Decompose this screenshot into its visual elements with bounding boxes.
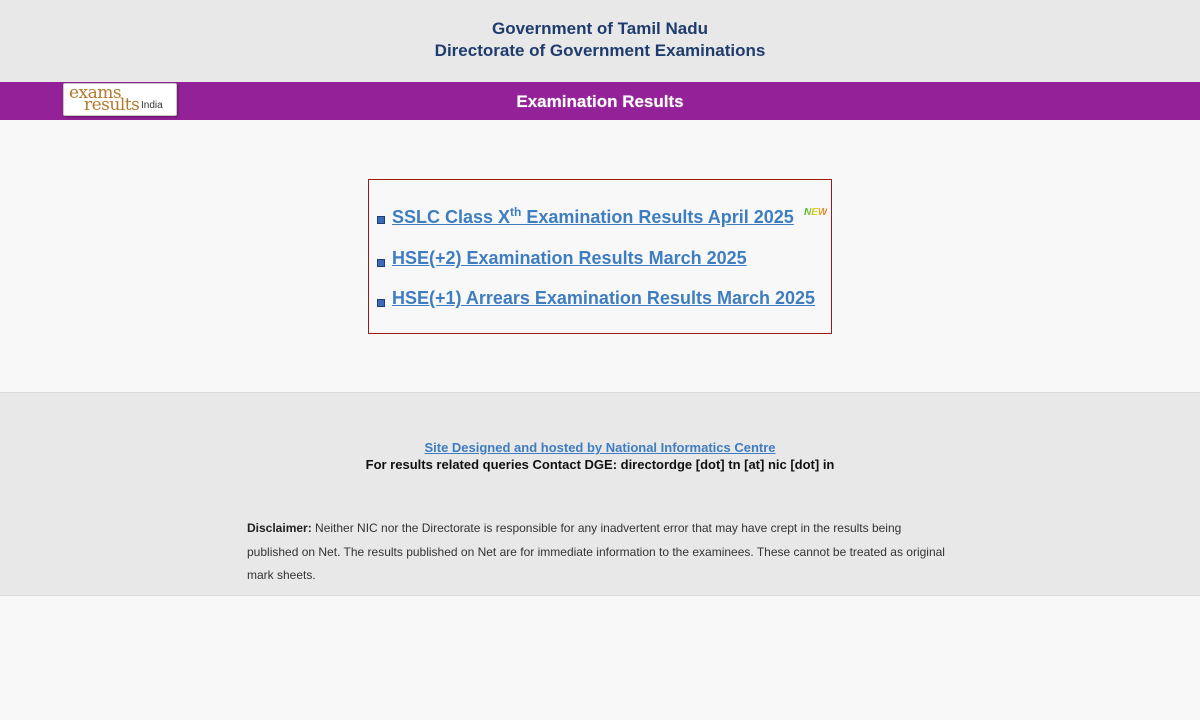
sslc-link-text: SSLC Class X xyxy=(392,207,511,227)
government-title: Government of Tamil Nadu xyxy=(492,19,708,38)
site-header xyxy=(0,0,1200,82)
sslc-results-link[interactable] xyxy=(392,205,794,228)
site-footer xyxy=(0,392,1200,596)
logo-text-exams: exams xyxy=(69,83,122,103)
page-title: Examination Results xyxy=(516,92,684,111)
contact-info: For results related queries Contact DGE: directordge [dot] tn [at] nic [dot] in xyxy=(365,457,835,472)
bullet-icon xyxy=(377,216,385,224)
sslc-link-text-suffix: Examination Results April 2025 xyxy=(521,207,794,227)
bullet-icon xyxy=(377,259,385,267)
nic-credit-link[interactable]: Site Designed and hosted by National Informatics Centre xyxy=(424,440,776,455)
sslc-link-superscript: th xyxy=(510,205,522,219)
hse-plus2-results-link[interactable]: HSE(+2) Examination Results March 2025 xyxy=(392,248,747,268)
results-links-box xyxy=(368,179,832,334)
bullet-icon xyxy=(377,299,385,307)
title-banner xyxy=(0,82,1200,120)
disclaimer xyxy=(247,517,947,588)
directorate-title: Directorate of Government Examinations xyxy=(434,41,766,60)
logo-text-india: India xyxy=(141,100,163,111)
logo-text-results: results xyxy=(84,95,140,115)
disclaimer-text: Neither NIC nor the Directorate is responsible for any inadvertent error that may have crept in the results being published on Net. The results published on Net are for immediate information to the examinees. These cannot be treated as original mark sheets. xyxy=(247,521,945,582)
disclaimer-label: Disclaimer: xyxy=(247,521,312,535)
new-badge-icon: NEW xyxy=(804,207,828,218)
exams-results-india-logo[interactable] xyxy=(63,83,177,116)
hse-plus1-arrears-results-link[interactable]: HSE(+1) Arrears Examination Results March 2025 xyxy=(392,288,816,308)
